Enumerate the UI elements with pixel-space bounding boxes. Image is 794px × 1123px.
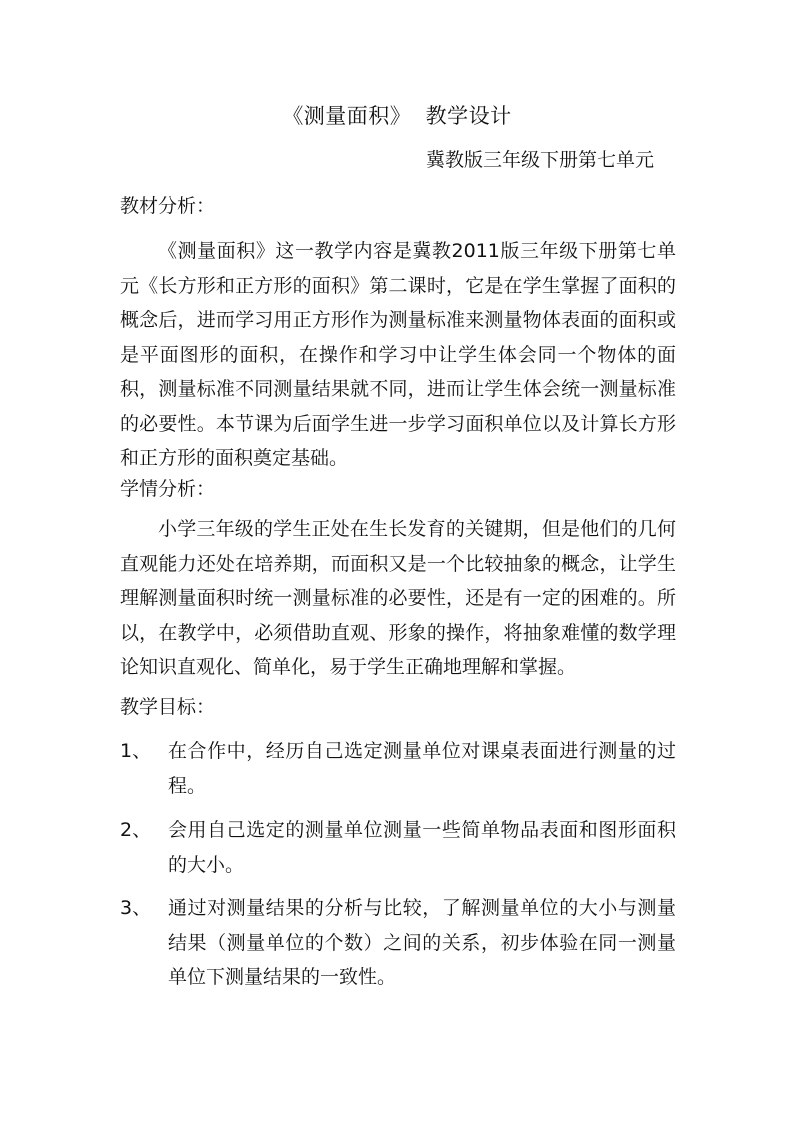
objective-number: 2、	[120, 819, 152, 841]
section-heading-objectives: 教学目标：	[120, 696, 216, 718]
objective-item	[120, 734, 676, 803]
section-heading-students: 学情分析：	[120, 478, 216, 500]
document-title: 《测量面积》 教学设计	[282, 104, 512, 128]
objective-number: 3、	[120, 897, 152, 919]
section-body-students: 小学三年级的学生正处在生长发育的关键期，但是他们的几何直观能力还处在培养期，而面积又是一个比较抽象的概念，让学生理解测量面积时统一测量标准的必要性，还是有一定的困难的。所以，在教学中，必须借助直观、形象的操作，将抽象难懂的数学理论知识直观化、简单化，易于学生正确地理解和掌握。	[120, 518, 676, 678]
objective-text: 会用自己选定的测量单位测量一些简单物品表面和图形面积的大小。	[168, 819, 676, 876]
objective-item	[120, 813, 676, 882]
objective-item	[120, 891, 676, 995]
objective-number: 1、	[120, 740, 152, 762]
section-body-material: 《测量面积》这一教学内容是冀教2011版三年级下册第七单元《长方形和正方形的面积》第二课时，它是在学生掌握了面积的概念后，进而学习用正方形作为测量标准来测量物体表面的面积或是平面图形的面积，在操作和学习中让学生体会同一个物体的面积，测量标准不同测量结果就不同，进而让学生体会统一测量标准的必要性。本节课为后面学生进一步学习面积单位以及计算长方形和正方形的面积奠定基础。	[120, 240, 676, 469]
section-heading-material: 教材分析：	[120, 195, 216, 217]
objective-text: 通过对测量结果的分析与比较，了解测量单位的大小与测量结果（测量单位的个数）之间的关系，初步体验在同一测量单位下测量结果的一致性。	[168, 897, 676, 988]
objective-text: 在合作中，经历自己选定测量单位对课桌表面进行测量的过程。	[168, 740, 676, 797]
document-subtitle: 冀教版三年级下册第七单元	[425, 149, 654, 171]
